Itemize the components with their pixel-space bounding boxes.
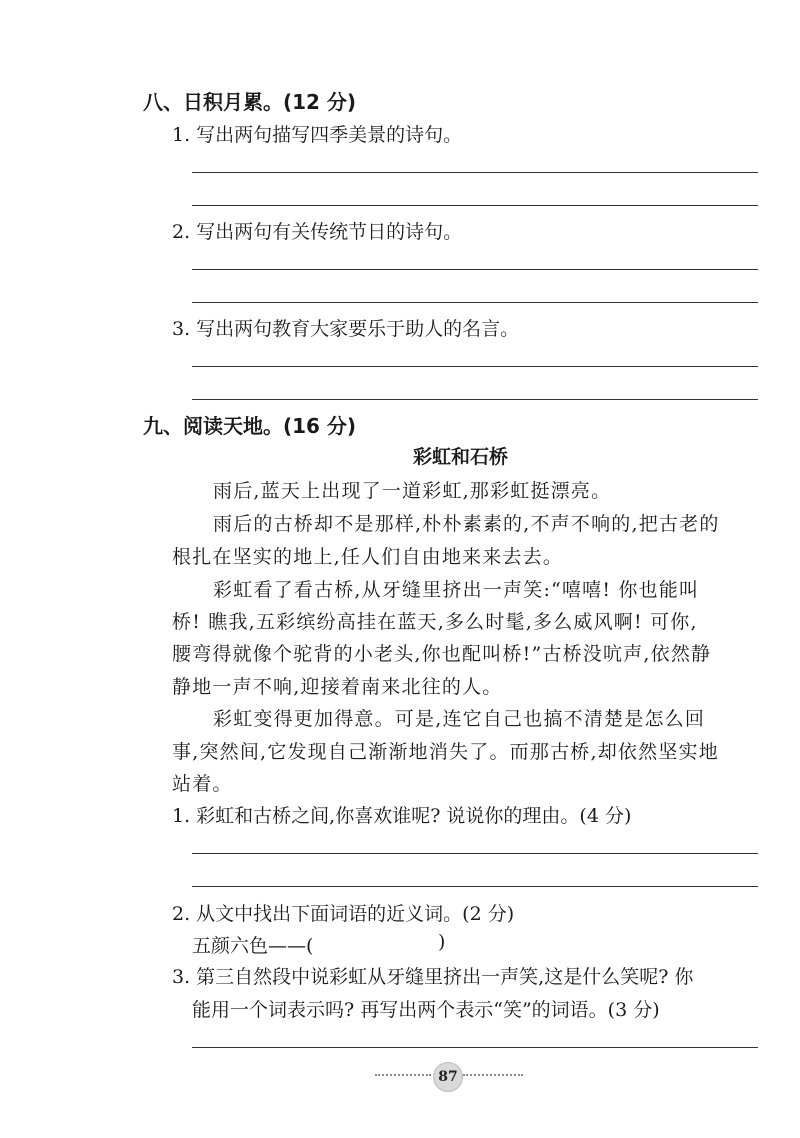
passage-line: 根扎在坚实的地上,任人们自由地来来去去。 bbox=[172, 546, 564, 568]
passage-line: 彩虹变得更加得意。可是,连它自己也搞不清楚是怎么回 bbox=[213, 708, 706, 730]
story-title: 彩虹和石桥 bbox=[413, 446, 509, 468]
answer-line bbox=[192, 1047, 758, 1048]
question-9-3-cont: 能用一个词表示吗? 再写出两个表示“笑”的词语。(3 分) bbox=[192, 999, 660, 1021]
question-8-3: 3. 写出两句教育大家要乐于助人的名言。 bbox=[172, 318, 520, 340]
answer-line bbox=[192, 205, 758, 206]
synonym-prompt: 五颜六色——( bbox=[192, 935, 314, 957]
answer-line bbox=[192, 886, 758, 887]
answer-line bbox=[192, 853, 758, 854]
question-8-1: 1. 写出两句描写四季美景的诗句。 bbox=[172, 124, 463, 146]
answer-line bbox=[192, 399, 758, 400]
passage-line: 静地一声不响,迎接着南来北往的人。 bbox=[172, 676, 503, 698]
answer-line bbox=[192, 269, 758, 270]
passage-line: 彩虹看了看古桥,从牙缝里挤出一声笑:“嘻嘻! 你也能叫 bbox=[213, 579, 700, 601]
passage-line: 站着。 bbox=[172, 773, 233, 795]
question-9-3: 3. 第三自然段中说彩虹从牙缝里挤出一声笑,这是什么笑呢? 你 bbox=[172, 966, 694, 988]
passage-line: 事,突然间,它发现自己渐渐地消失了。而那古桥,却依然坚实地 bbox=[172, 741, 719, 763]
answer-line bbox=[192, 172, 758, 173]
footer-dots-right bbox=[463, 1074, 523, 1076]
passage-line: 雨后,蓝天上出现了一道彩虹,那彩虹挺漂亮。 bbox=[213, 480, 612, 502]
answer-line bbox=[192, 302, 758, 303]
section-9-heading: 九、阅读天地。(16 分) bbox=[143, 414, 357, 438]
passage-line: 腰弯得就像个驼背的小老头,你也配叫桥!”古桥没吭声,依然静 bbox=[172, 643, 712, 665]
passage-line: 雨后的古桥却不是那样,朴朴素素的,不声不响的,把古老的 bbox=[213, 513, 720, 535]
passage-line: 桥! 瞧我,五彩缤纷高挂在蓝天,多么时髦,多么威风啊! 可你, bbox=[172, 611, 698, 633]
question-8-2: 2. 写出两句有关传统节日的诗句。 bbox=[172, 221, 463, 243]
question-9-2: 2. 从文中找出下面词语的近义词。(2 分) bbox=[172, 903, 515, 925]
footer-dots-left bbox=[375, 1074, 431, 1076]
page-number: 87 bbox=[433, 1062, 463, 1092]
section-8-heading: 八、日积月累。(12 分) bbox=[143, 90, 357, 114]
question-9-1: 1. 彩虹和古桥之间,你喜欢谁呢? 说说你的理由。(4 分) bbox=[172, 805, 632, 827]
answer-line bbox=[192, 366, 758, 367]
synonym-blank-close: ) bbox=[438, 931, 446, 953]
